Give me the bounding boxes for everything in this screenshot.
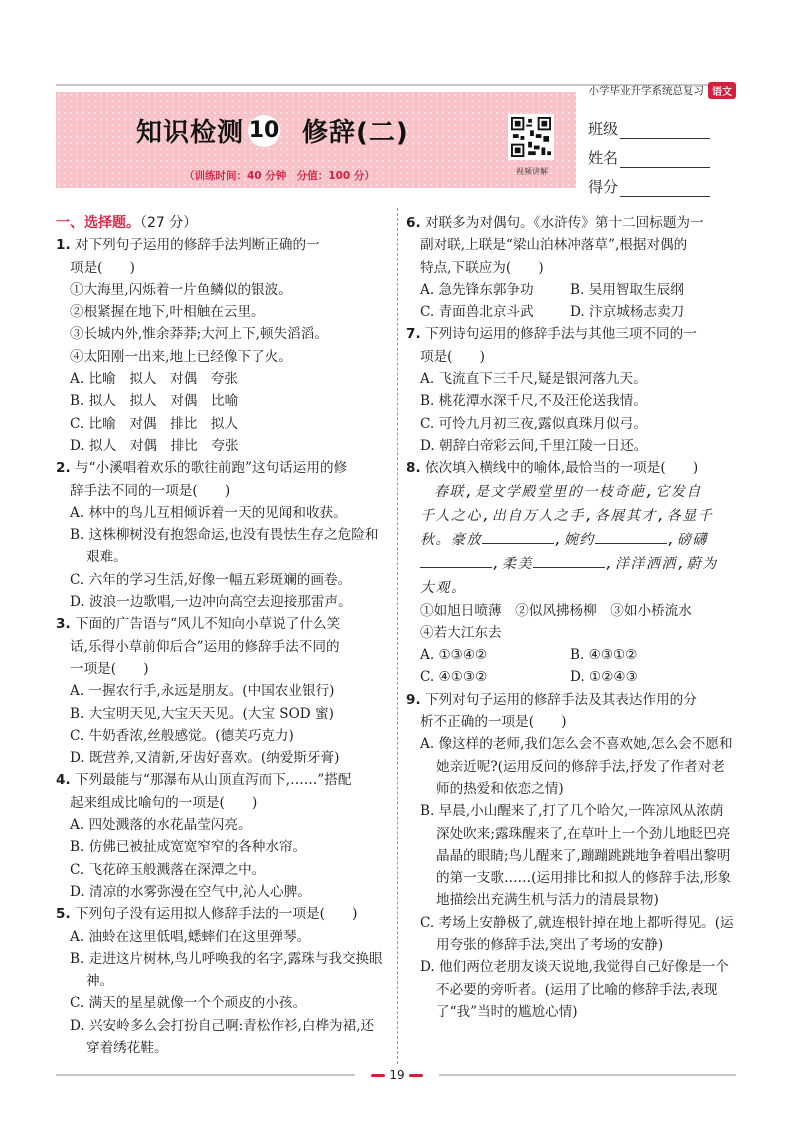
question-stem: 下列诗句运用的修辞手法与其他三项不同的一: [424, 326, 697, 343]
passage-text: 秋。豪放: [420, 531, 482, 548]
passage-line: 大观。: [420, 579, 467, 596]
answer-option[interactable]: D. 清凉的水雾弥漫在空气中,沁人心脾。: [70, 883, 311, 900]
section-heading: [56, 212, 386, 234]
page-number-text: 19: [389, 1068, 405, 1082]
question-stem: 副对联,上联是“梁山泊林冲落草”,根据对偶的: [420, 237, 688, 254]
fill-blank-1[interactable]: [482, 530, 554, 544]
answer-option[interactable]: B. 大宝明天见,大宝天天见。(大宝 SOD 蜜): [70, 705, 334, 722]
subject-badge: 语文: [708, 82, 736, 99]
name-label: 姓名: [588, 149, 619, 167]
answer-option[interactable]: A. 急先锋东郭争功: [420, 281, 534, 298]
answer-option[interactable]: B. 这株柳树没有抱怨命运,也没有畏怯生存之危险和艰难。: [70, 527, 379, 566]
topic-title: 修辞(二): [302, 118, 409, 148]
name-blank[interactable]: [620, 154, 710, 168]
name-field[interactable]: [588, 139, 738, 168]
question-stem: 下列最能与“那瀑布从山顶直泻而下,……”搭配: [74, 772, 352, 789]
list-item: ①如旭日喷薄 ②似风拂杨柳 ③如小桥流水: [420, 602, 692, 619]
answer-option[interactable]: B. 吴用智取生辰纲: [570, 281, 684, 298]
answer-option[interactable]: D. 拟人 对偶 排比 夸张: [70, 437, 239, 454]
answer-option[interactable]: D. 既营养,又清新,牙齿好喜欢。(纳爱斯牙膏): [70, 750, 340, 767]
question-stem: 对联多为对偶句。《水浒传》第十二回标题为一: [424, 215, 704, 231]
page-number: [355, 1068, 439, 1082]
score-field[interactable]: [588, 168, 738, 197]
answer-option[interactable]: A. ①③④②: [420, 647, 488, 664]
dash-icon: [409, 1074, 423, 1077]
answer-option[interactable]: C. 六年的学习生活,好像一幅五彩斑斓的画卷。: [70, 571, 352, 588]
class-blank[interactable]: [620, 125, 710, 139]
question-stem: 依次填入横线中的喻体,最恰当的一项是( ): [424, 460, 699, 477]
score-label: 得分: [588, 178, 619, 196]
series-label: [589, 82, 737, 99]
section-points: （27 分）: [140, 215, 198, 231]
question-number: 4.: [56, 772, 71, 789]
passage-line: [406, 552, 736, 576]
question-stem: 析不正确的一项是( ): [420, 714, 567, 731]
answer-option[interactable]: A. 林中的鸟儿互相倾诉着一天的见闻和收获。: [70, 504, 347, 521]
fill-blank-2[interactable]: [595, 530, 667, 544]
answer-option[interactable]: D. ①②④③: [570, 669, 638, 686]
question-5: [56, 903, 386, 1059]
list-item: ④若大江东去: [420, 624, 502, 641]
answer-option[interactable]: C. ④①③②: [420, 669, 488, 686]
right-column: [406, 212, 736, 1023]
answer-option[interactable]: D. 波浪一边歌唱,一边冲向高空去迎接那雷声。: [70, 594, 352, 611]
answer-option[interactable]: C. 考场上安静极了,就连根针掉在地上都听得见。(运用夸张的修辞手法,突出了考场的安静): [420, 914, 734, 954]
page-title: [136, 112, 409, 149]
question-number: 7.: [406, 326, 421, 343]
question-stem: 特点,下联应为( ): [420, 259, 544, 276]
dash-icon: [371, 1074, 385, 1077]
reading-passage: [406, 480, 736, 600]
list-item: ①大海里,闪烁着一片鱼鳞似的银波。: [70, 281, 292, 298]
question-stem: 下面的广告语与“风儿不知向小草说了什么笑: [74, 616, 341, 633]
answer-option[interactable]: C. 满天的星星就像一个个顽皮的小孩。: [70, 995, 307, 1012]
passage-text: ,磅礴: [666, 531, 708, 548]
option-grid: [406, 279, 736, 324]
class-label: 班级: [588, 120, 619, 138]
question-number: 1.: [56, 237, 71, 254]
answer-option[interactable]: C. 比喻 对偶 排比 拟人: [70, 415, 239, 432]
answer-option[interactable]: A. 比喻 拟人 对偶 夸张: [70, 371, 238, 388]
list-item: ④太阳刚一出来,地上已经像下了火。: [70, 348, 292, 365]
question-stem: 项是( ): [70, 259, 135, 276]
answer-option[interactable]: D. 汴京城杨志卖刀: [570, 304, 685, 321]
answer-option[interactable]: B. ④③①②: [570, 647, 638, 664]
answer-option[interactable]: B. 桃花潭水深千尺,不及汪伦送我情。: [420, 393, 647, 410]
passage-line: 千人之心,出自万人之手,各展其才,各显千: [420, 507, 714, 524]
question-stem: 下列句子没有运用拟人修辞手法的一项是( ): [74, 906, 358, 923]
question-8: [406, 457, 736, 688]
passage-line: [406, 528, 736, 552]
section-title-text: 一、选择题。: [56, 215, 140, 231]
question-number: 8.: [406, 460, 421, 477]
answer-option[interactable]: A. 飞流直下三千尺,疑是银河落九天。: [420, 371, 647, 388]
passage-text: ,洋洋洒洒,蔚为: [604, 555, 718, 572]
list-item: ③长城内外,惟余莽莽;大河上下,顿失滔滔。: [70, 326, 328, 343]
answer-option[interactable]: D. 他们两位老朋友谈天说地,我觉得自己好像是一个不必要的旁听者。(运用了比喻的修辞手法,表现了“我”当时的尴尬心情): [420, 959, 729, 1020]
answer-option[interactable]: A. 一握农行手,永远是朋友。(中国农业银行): [70, 683, 335, 700]
list-item: ②根紧握在地下,叶相触在云里。: [70, 304, 265, 321]
series-name: 小学毕业升学系统总复习: [588, 85, 704, 97]
question-stem: 与“小溪唱着欢乐的歌往前跑”这句话运用的修: [74, 460, 348, 477]
question-4: [56, 769, 386, 903]
fill-blank-4[interactable]: [533, 554, 605, 568]
answer-option[interactable]: A. 四处溅落的水花晶莹闪亮。: [70, 817, 252, 834]
answer-option[interactable]: C. 飞花碎玉般溅落在深潭之中。: [70, 861, 266, 878]
question-stem: 起来组成比喻句的一项是( ): [70, 794, 258, 811]
option-grid: [406, 644, 736, 689]
passage-text: ,柔美: [492, 555, 533, 572]
qr-caption: 视频讲解: [516, 167, 548, 176]
passage-text: ,婉约: [554, 531, 595, 548]
question-stem: 一项是( ): [70, 660, 149, 677]
answer-option[interactable]: D. 朝辞白帝彩云间,千里江陵一日还。: [420, 437, 648, 454]
column-divider: [397, 208, 398, 1064]
question-stem: 辞手法不同的一项是( ): [70, 482, 231, 499]
answer-option[interactable]: B. 走进这片树林,鸟儿呼唤我的名字,露珠与我交换眼神。: [70, 950, 383, 990]
fill-blank-3[interactable]: [420, 554, 492, 568]
question-stem: 对下列句子运用的修辞手法判断正确的一: [74, 237, 320, 254]
answer-option[interactable]: B. 仿佛已被扯成宽宽窄窄的各种水帘。: [70, 839, 307, 856]
answer-option[interactable]: B. 早晨,小山醒来了,打了几个哈欠,一阵凉风从浓荫深处吹来;露珠醒来了,在草叶上一个劲儿地眨巴亮晶晶的眼睛;鸟儿醒来了,蹦蹦跳跳地争着唱出黎明的第一支歌……(运用排比和拟人的修辞手法,形象地描绘出充满生机与活力的清晨景物): [420, 803, 732, 909]
question-number: 3.: [56, 616, 71, 633]
question-9: [406, 689, 736, 1023]
question-number: 6.: [406, 215, 421, 231]
qr-code-graphic: [511, 117, 551, 157]
answer-option[interactable]: A. 油蛉在这里低唱,蟋蟀们在这里弹琴。: [70, 928, 311, 945]
time-score-meta: （训练时间：40 分钟 分值：100 分）: [184, 170, 375, 182]
answer-option[interactable]: C. 可怜九月初三夜,露似真珠月似弓。: [420, 415, 647, 432]
answer-option[interactable]: B. 拟人 拟人 对偶 比喻: [70, 393, 239, 410]
question-stem: 话,乐得小草前仰后合”运用的修辞手法不同的: [70, 638, 340, 655]
answer-option[interactable]: A. 像这样的老师,我们怎么会不喜欢她,怎么会不愿和她亲近呢?(运用反问的修辞手法,抒发了作者对老师的热爱和依恋之情): [420, 736, 733, 797]
question-3: [56, 613, 386, 769]
score-blank[interactable]: [620, 183, 710, 197]
question-number: 2.: [56, 460, 71, 477]
answer-option[interactable]: C. 牛奶香浓,丝般感觉。(德芙巧克力): [70, 727, 294, 744]
question-number: 5.: [56, 906, 71, 923]
unit-number-badge: 10: [248, 115, 280, 147]
class-field[interactable]: [588, 110, 738, 139]
qr-code-icon[interactable]: [508, 114, 554, 160]
question-stem: 下列对句子运用的修辞手法及其表达作用的分: [424, 691, 697, 708]
question-2: [56, 457, 386, 613]
passage-line: 春联,是文学殿堂里的一枝奇葩,它发自: [434, 483, 702, 500]
question-7: [406, 323, 736, 457]
question-6: [406, 212, 736, 323]
title-banner: [56, 92, 576, 188]
question-stem: 项是( ): [420, 348, 485, 365]
left-column: [56, 212, 386, 1059]
question-1: [56, 234, 386, 457]
answer-option[interactable]: D. 兴安岭多么会打扮自己啊:青松作衫,白桦为裙,还穿着绣花鞋。: [70, 1017, 375, 1056]
question-number: 9.: [406, 691, 421, 708]
answer-option[interactable]: C. 青面兽北京斗武: [420, 304, 534, 321]
title-prefix: 知识检测: [136, 118, 245, 148]
student-info: [588, 110, 738, 197]
